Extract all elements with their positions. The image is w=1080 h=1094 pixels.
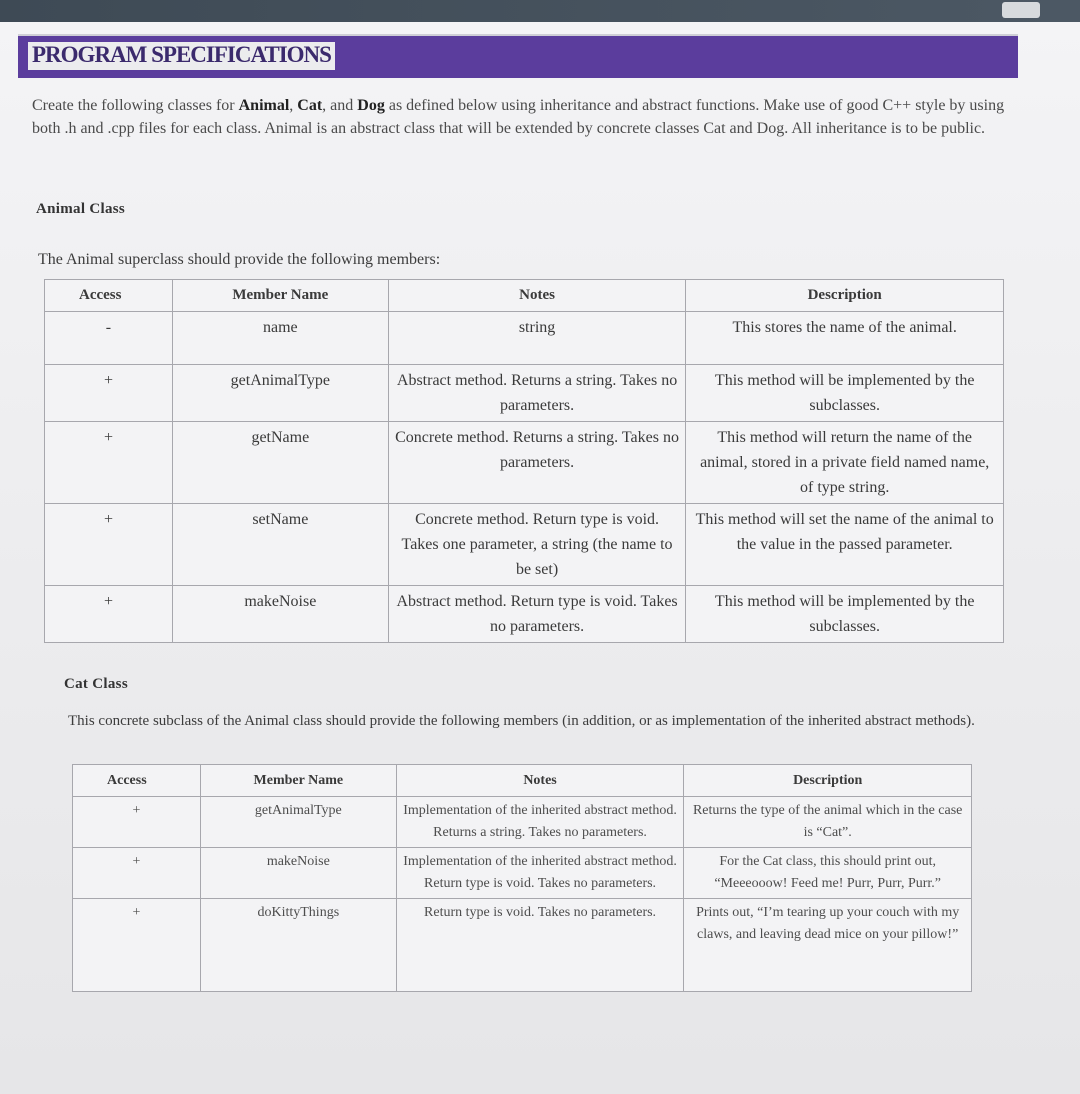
cell-access: + (73, 848, 201, 899)
cell-member-name: getAnimalType (200, 797, 396, 848)
cell-description: This method will set the name of the animal to the value in the passed parameter. (686, 504, 1004, 586)
table-row (45, 365, 1004, 422)
table-row (45, 586, 1004, 643)
column-header-notes: Notes (396, 765, 684, 797)
column-header-member-name: Member Name (200, 765, 396, 797)
cell-notes: Concrete method. Returns a string. Takes no parameters. (388, 422, 686, 504)
cell-notes: Concrete method. Return type is void. Takes one parameter, a string (the name to be set) (388, 504, 686, 586)
cell-notes: Abstract method. Returns a string. Takes no parameters. (388, 365, 686, 422)
section-banner (18, 34, 1018, 78)
window-top-bar (0, 0, 1080, 22)
intro-text-2: as defined below using inheritance and abstract functions. Make use of good C++ style by using both .h and .cpp files for each class. Animal is an abstract class that will be extended by concrete classes Cat and Dog. All inheritance is to be public. (32, 97, 1005, 137)
intro-text-1: Create the following classes for (32, 97, 239, 114)
cell-member-name: makeNoise (200, 848, 396, 899)
cell-access: + (45, 365, 173, 422)
table-header-row (45, 280, 1004, 312)
column-header-member-name: Member Name (172, 280, 388, 312)
cell-access: + (73, 899, 201, 992)
cell-access: + (45, 422, 173, 504)
cell-access: - (45, 312, 173, 365)
cat-class-lead: This concrete subclass of the Animal class should provide the following members (in addition, or as implementation of the inherited abstract methods). (68, 713, 975, 729)
cell-description: This method will be implemented by the subclasses. (686, 586, 1004, 643)
intro-and: , and (322, 97, 358, 114)
table-row (45, 422, 1004, 504)
cell-member-name: getName (172, 422, 388, 504)
cell-member-name: name (172, 312, 388, 365)
cell-notes: Implementation of the inherited abstract method. Return type is void. Takes no parameters. (396, 848, 684, 899)
cell-member-name: setName (172, 504, 388, 586)
table-row (45, 312, 1004, 365)
table-header-row (73, 765, 972, 797)
page-title: PROGRAM SPECIFICATIONS (28, 42, 335, 70)
top-bar-control (1002, 2, 1040, 18)
cell-notes: Implementation of the inherited abstract method. Returns a string. Takes no parameters. (396, 797, 684, 848)
animal-class-heading: Animal Class (36, 201, 126, 217)
cell-description: Returns the type of the animal which in the case is “Cat”. (684, 797, 972, 848)
table-row (45, 504, 1004, 586)
intro-paragraph (32, 94, 1022, 140)
cell-member-name: getAnimalType (172, 365, 388, 422)
cell-description: Prints out, “I’m tearing up your couch with my claws, and leaving dead mice on your pillow!” (684, 899, 972, 992)
animal-class-lead: The Animal superclass should provide the following members: (38, 251, 441, 268)
cell-access: + (45, 504, 173, 586)
table-row (73, 848, 972, 899)
cell-description: This method will be implemented by the subclasses. (686, 365, 1004, 422)
cell-notes: Return type is void. Takes no parameters. (396, 899, 684, 992)
intro-comma: , (289, 97, 298, 114)
cell-notes: string (388, 312, 686, 365)
cell-description: This stores the name of the animal. (686, 312, 1004, 365)
cell-access: + (73, 797, 201, 848)
animal-members-table (44, 279, 1004, 643)
cat-members-table (72, 764, 972, 992)
intro-cat: Cat (297, 97, 323, 114)
intro-animal: Animal (238, 97, 290, 114)
cell-description: For the Cat class, this should print out, “Meeeooow! Feed me! Purr, Purr, Purr.” (684, 848, 972, 899)
table-row (73, 899, 972, 992)
table-row (73, 797, 972, 848)
cat-class-heading: Cat Class (64, 676, 128, 692)
column-header-notes: Notes (388, 280, 686, 312)
cell-member-name: doKittyThings (200, 899, 396, 992)
column-header-description: Description (686, 280, 1004, 312)
cell-member-name: makeNoise (172, 586, 388, 643)
column-header-access: Access (73, 765, 201, 797)
cell-access: + (45, 586, 173, 643)
intro-dog: Dog (357, 97, 385, 114)
cell-description: This method will return the name of the animal, stored in a private field named name, of type string. (686, 422, 1004, 504)
column-header-description: Description (684, 765, 972, 797)
column-header-access: Access (45, 280, 173, 312)
cell-notes: Abstract method. Return type is void. Takes no parameters. (388, 586, 686, 643)
